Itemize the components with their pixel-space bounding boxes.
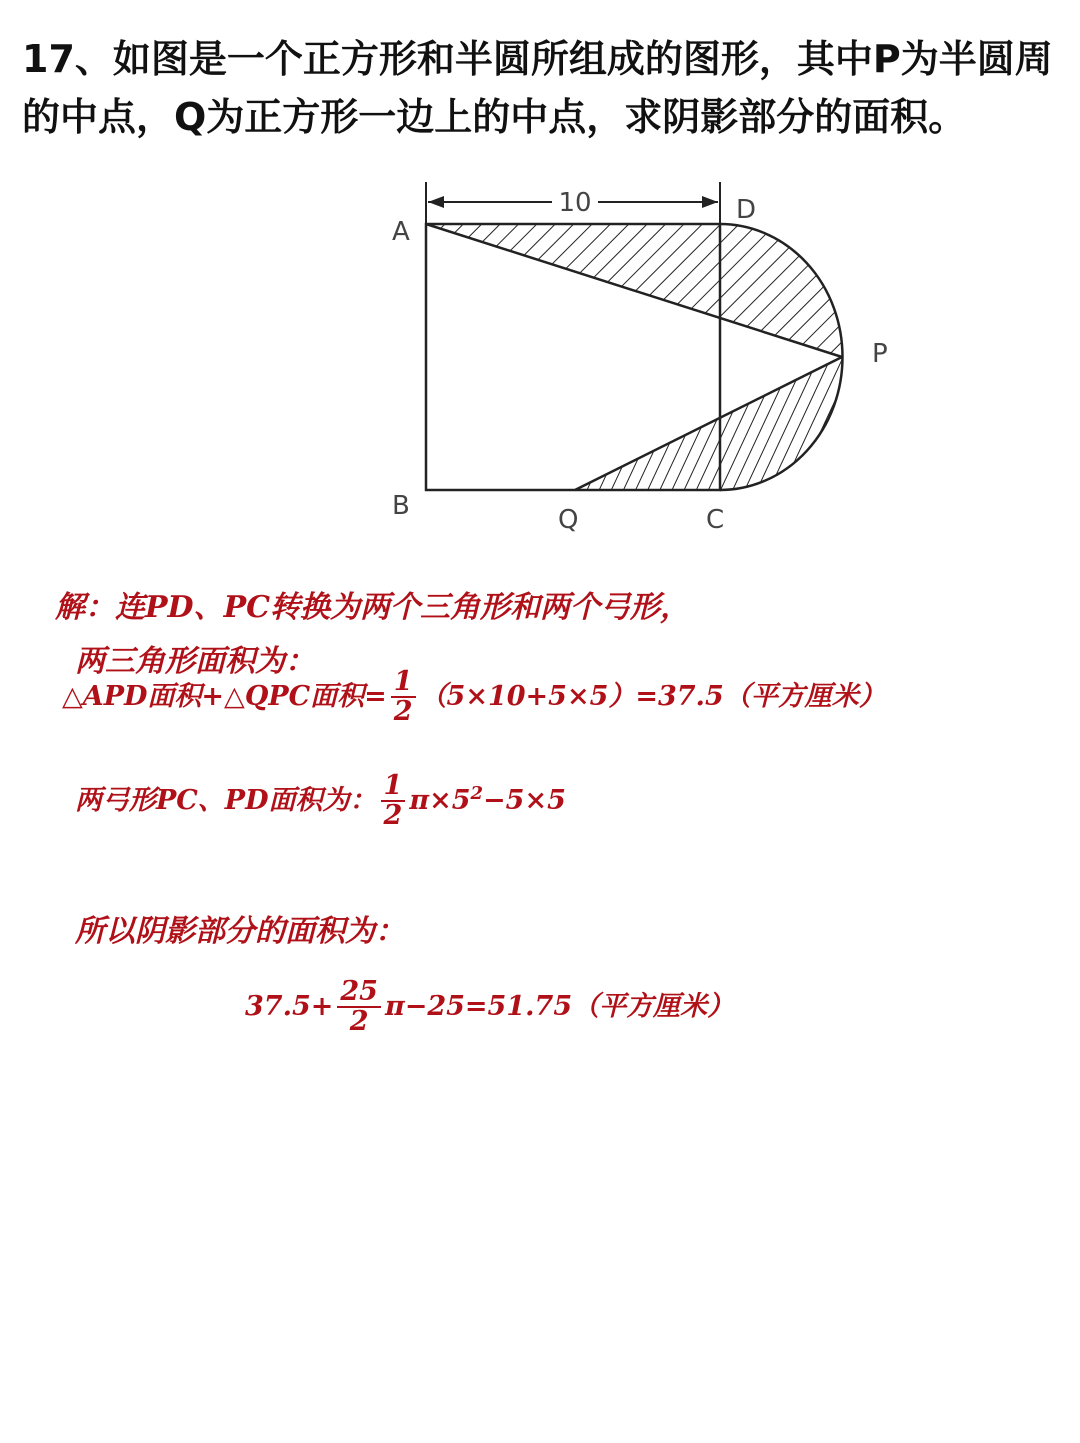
solution-line-3 — [62, 668, 886, 727]
fraction-denominator: 2 — [393, 696, 413, 728]
label-b: B — [392, 491, 410, 521]
pi-symbol: π — [409, 784, 430, 816]
label-q: Q — [558, 505, 579, 535]
final-result: −25=51.75（平方厘米） — [404, 990, 735, 1022]
label-a: A — [392, 217, 410, 247]
fraction-denominator: 2 — [383, 800, 403, 832]
label-c: C — [706, 505, 725, 535]
triangle-area-result: （5×10+5×5）=37.5（平方厘米） — [419, 680, 886, 712]
segment-area-minus: −5×5 — [483, 784, 566, 816]
fraction-half — [381, 772, 406, 831]
solution-line-2: 两三角形面积为： — [75, 644, 315, 679]
solution-line-6 — [245, 978, 734, 1037]
geometry-figure — [380, 178, 920, 548]
dimension-arrow-left — [428, 196, 444, 208]
triangle-area-expression: △APD面积+△QPC面积= — [62, 680, 387, 712]
pi-symbol: π — [384, 990, 405, 1022]
fraction-denominator: 2 — [349, 1006, 369, 1038]
final-sum-start: 37.5+ — [245, 990, 334, 1022]
fraction-numerator: 25 — [337, 978, 381, 1008]
problem-statement: 17、如图是一个正方形和半圆所组成的图形，其中P为半圆周的中点，Q为正方形一边上的中点，求阴影部分的面积。 — [22, 37, 1053, 139]
solution-line-4 — [75, 772, 566, 831]
fraction-25-over-2 — [337, 978, 381, 1037]
fraction-half — [391, 668, 416, 727]
solution-line-5: 所以阴影部分的面积为： — [75, 914, 405, 949]
label-d: D — [736, 195, 757, 225]
segment-area-label: 两弓形PC、PD面积为： — [75, 784, 377, 816]
label-p: P — [872, 339, 888, 369]
segment-area-times: ×5 — [429, 784, 471, 816]
dimension-label: 10 — [558, 188, 592, 218]
solution-line-1: 解：连PD、PC转换为两个三角形和两个弓形， — [55, 590, 691, 625]
fraction-numerator: 1 — [391, 668, 416, 698]
exponent: 2 — [470, 782, 484, 804]
dimension-arrow-right — [702, 196, 718, 208]
fraction-numerator: 1 — [381, 772, 406, 802]
